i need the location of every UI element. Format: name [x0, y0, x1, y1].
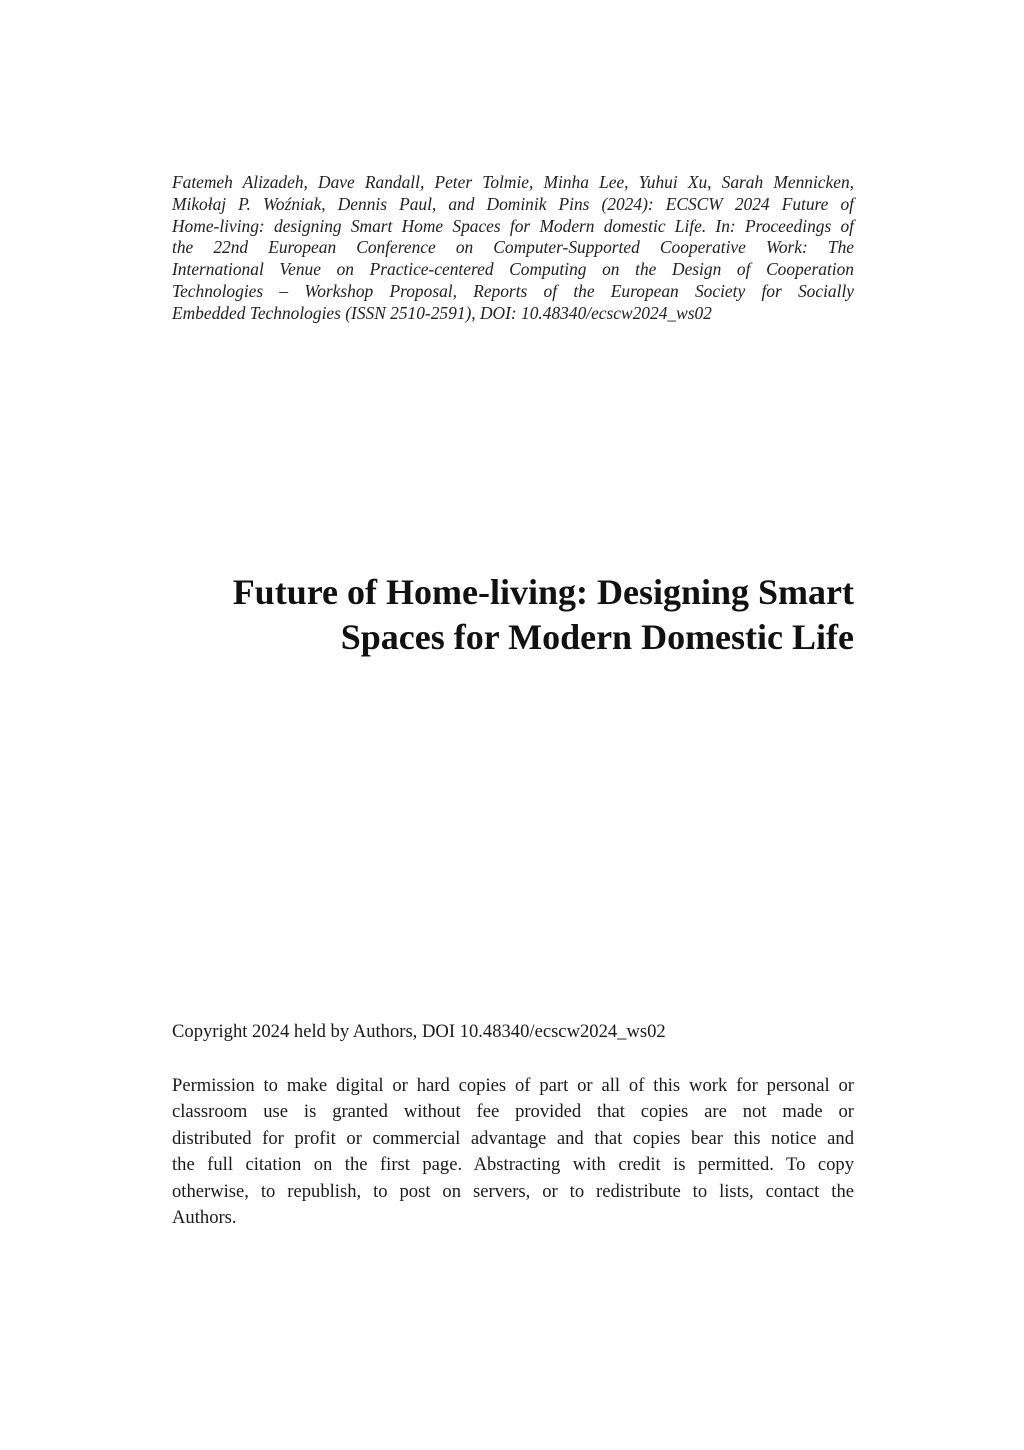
copyright-notice: Copyright 2024 held by Authors, DOI 10.48340/ecscw2024_ws02 [172, 1021, 666, 1042]
permission-line: classroom use is granted without fee provided that copies are not made or [172, 1101, 854, 1123]
permission-line: Permission to make digital or hard copies of part or all of this work for personal or [172, 1075, 854, 1096]
citation-line: Embedded Technologies (ISSN 2510-2591), DOI: 10.48340/ecscw2024_ws02 [172, 302, 712, 323]
citation-line: Fatemeh Alizadeh, Dave Randall, Peter Tolmie, Minha Lee, Yuhui Xu, Sarah Mennicken, [172, 172, 854, 192]
permission-line: distributed for profit or commercial advantage and that copies bear this notice and [172, 1127, 854, 1149]
permission-line: otherwise, to republish, to post on servers, or to redistribute to lists, contact the [172, 1180, 854, 1202]
citation-block [172, 172, 854, 325]
citation-line: Technologies – Workshop Proposal, Reports of the European Society for Socially [172, 280, 854, 301]
citation-line: the 22nd European Conference on Computer-Supported Cooperative Work: The [172, 237, 854, 258]
citation-line: Mikołaj P. Woźniak, Dennis Paul, and Dominik Pins (2024): ECSCW 2024 Future of [172, 193, 854, 214]
title-line: Future of Home-living: Designing Smart [232, 572, 854, 612]
permission-notice [172, 1073, 854, 1231]
citation-line: International Venue on Practice-centered Computing on the Design of Cooperation [172, 259, 854, 280]
title-line: Spaces for Modern Domestic Life [340, 617, 854, 657]
permission-line: the full citation on the first page. Abstracting with credit is permitted. To copy [172, 1154, 854, 1176]
citation-line: Home-living: designing Smart Home Spaces for Modern domestic Life. In: Proceedings of [172, 215, 854, 236]
paper-title [172, 570, 854, 660]
permission-line: Authors. [172, 1207, 237, 1229]
